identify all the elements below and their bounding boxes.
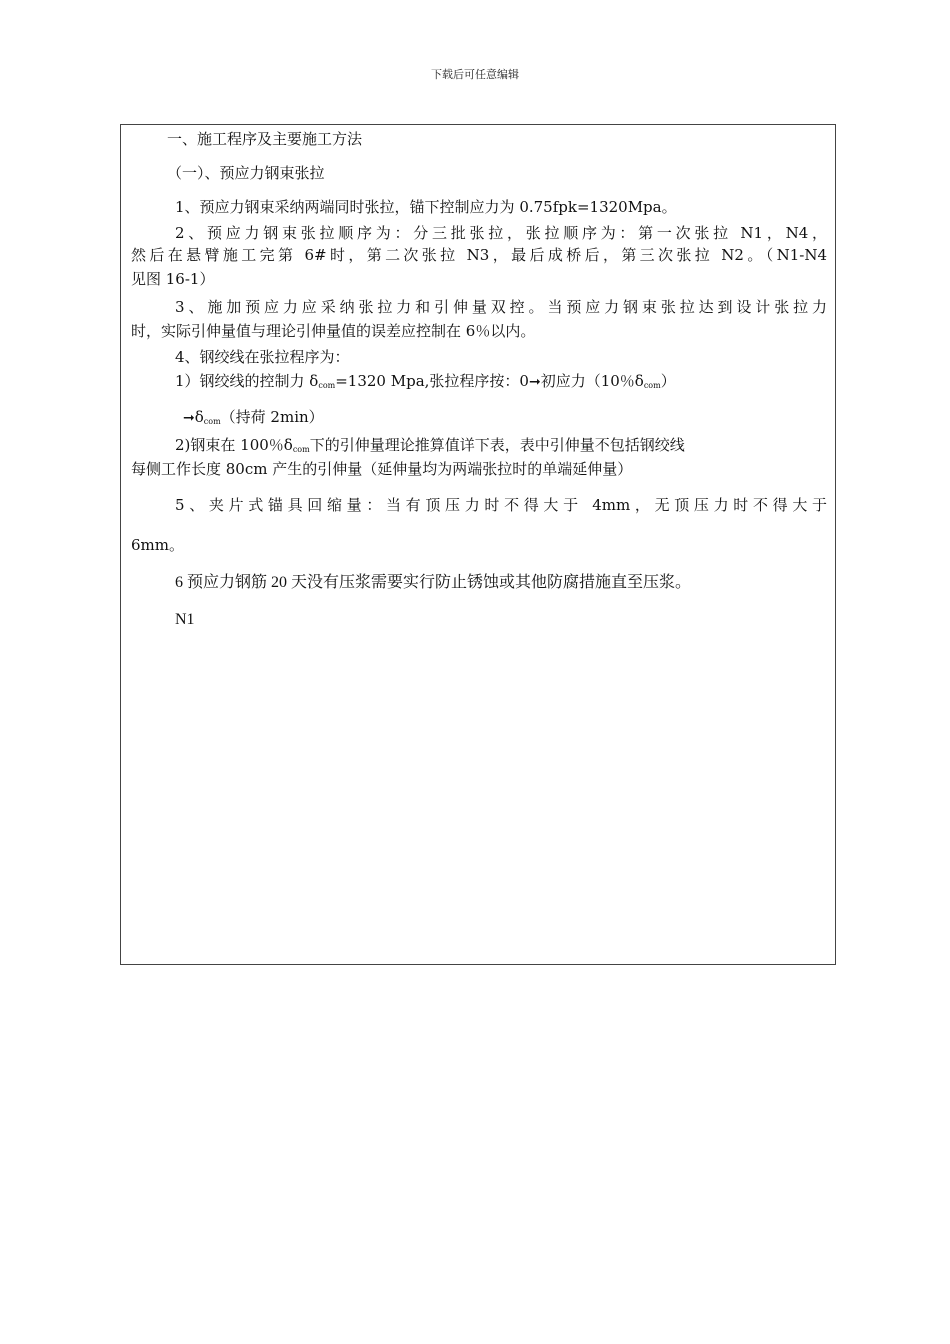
item-2-line-3: 见图 16-1） (131, 270, 215, 288)
item-2-line-2: 然后在悬臂施工完第 6#时，第二次张拉 N3，最后成桥后，第三次张拉 N2。（N1-N4 (131, 246, 827, 264)
item-4-1-line-2-text-a: δ (194, 408, 204, 426)
item-5-line-1: 5、夹片式锚具回缩量：当有顶压力时不得大于 4mm，无顶压力时不得大于 (175, 496, 827, 514)
item-4-1-line-2-text-b: （持荷 2min） (220, 408, 324, 426)
subsection-title: （一）、预应力钢束张拉 (167, 164, 325, 182)
item-4-1-text-c: 初应力（10％δ (540, 372, 644, 390)
arrow-right-icon: ➞ (183, 410, 195, 426)
item-4-1-text-b: =1320 Mpa,张拉程序按：0 (335, 372, 529, 390)
section-title: 一、施工程序及主要施工方法 (167, 130, 363, 148)
com-subscript: com (292, 445, 310, 454)
page-header: 下载后可任意编辑 (431, 68, 519, 81)
arrow-right-icon: ➞ (528, 374, 541, 390)
com-subscript: com (643, 381, 661, 390)
item-4-2-text-a: 2)钢束在 100％δ (175, 436, 293, 454)
item-4-1-text-d: ） (660, 372, 676, 390)
label-n1: N1 (175, 611, 195, 628)
item-4-2-line-2: 每侧工作长度 80cm 产生的引伸量（延伸量均为两端张拉时的单端延伸量） (131, 460, 633, 478)
item-4-1-line-2 (131, 407, 827, 432)
item-3-line-1: 3、施加预应力应采纳张拉力和引伸量双控。当预应力钢束张拉达到设计张拉力 (175, 298, 827, 316)
item-4-1-line-1 (131, 371, 827, 396)
item-4: 4、钢绞线在张拉程序为： (175, 348, 350, 366)
item-4-2-text-b: 下的引伸量理论推算值详下表，表中引伸量不包括钢绞线 (309, 436, 685, 454)
content-box (120, 124, 836, 965)
item-1: 1、预应力钢束采纳两端同时张拉，锚下控制应力为 0.75fpk=1320Mpa。 (175, 198, 677, 216)
item-4-2-line-1 (131, 435, 827, 460)
item-2-line-1: 2、预应力钢束张拉顺序为：分三批张拉，张拉顺序为：第一次张拉 N1，N4， (175, 224, 827, 242)
item-4-1-text-a: 1）钢绞线的控制力 δ (175, 372, 319, 390)
item-5-line-2: 6mm。 (131, 536, 184, 554)
com-subscript: com (203, 417, 221, 426)
com-subscript: com (318, 381, 336, 390)
item-3-line-2: 时，实际引伸量值与理论引伸量值的误差应控制在 6％以内。 (131, 322, 536, 340)
item-6: 6 预应力钢筋 20 天没有压浆需要实行防止锈蚀或其他防腐措施直至压浆。 (175, 574, 692, 591)
